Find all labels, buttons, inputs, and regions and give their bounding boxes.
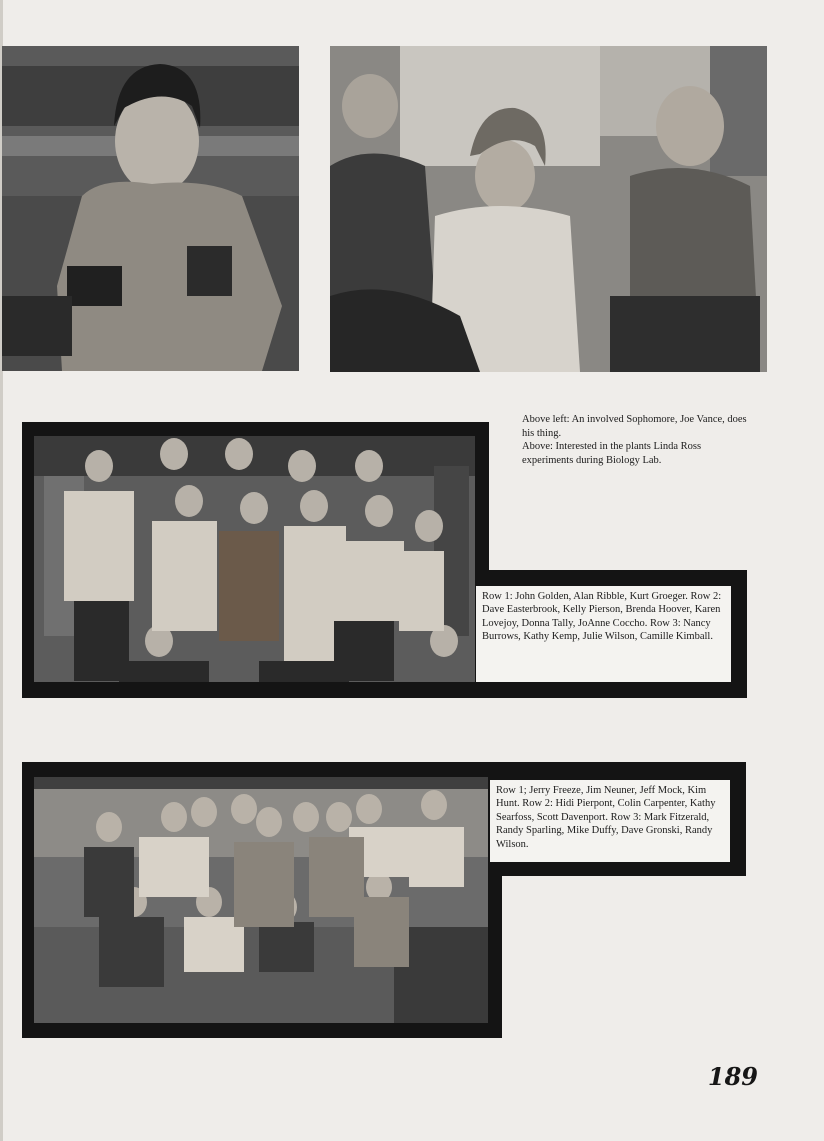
photo-sophomore-camera — [2, 46, 299, 371]
group-photo-1 — [34, 436, 475, 682]
caption-group-photo-2 — [490, 780, 730, 862]
photo-sophomore-camera-image — [2, 46, 299, 371]
caption-top-photos: Above left: An involved Sophomore, Joe Vance, does his thing. Above: Interested in the plants Linda Ross experiments during Biology Lab. — [522, 414, 747, 466]
photo-biology-lab — [330, 46, 767, 372]
caption-group-photo-2-text: Row 1; Jerry Freeze, Jim Neuner, Jeff Mock, Kim Hunt. Row 2: Hidi Pierpont, Colin Carpenter, Kathy Searfoss, Scott Davenport. Row 3: Mark Fitzerald, Randy Sparling, Mike Duffy, Dave Gronski, Randy Wilson. — [496, 785, 716, 850]
group-photo-2 — [34, 777, 488, 1023]
group-photo-1-image — [34, 436, 475, 682]
group-photo-2-image — [34, 777, 488, 1023]
caption-group-photo-1-text: Row 1: John Golden, Alan Ribble, Kurt Groeger. Row 2: Dave Easterbrook, Kelly Pierson, Brenda Hoover, Karen Lovejoy, Donna Tally, JoAnne Coccho. Row 3: Nancy Burrows, Kathy Kemp, Julie Wilson, Camille Kimball. — [482, 591, 722, 643]
caption-group-photo-1 — [476, 586, 731, 682]
page-number: 189 — [707, 1062, 758, 1091]
photo-biology-lab-image — [330, 46, 767, 372]
